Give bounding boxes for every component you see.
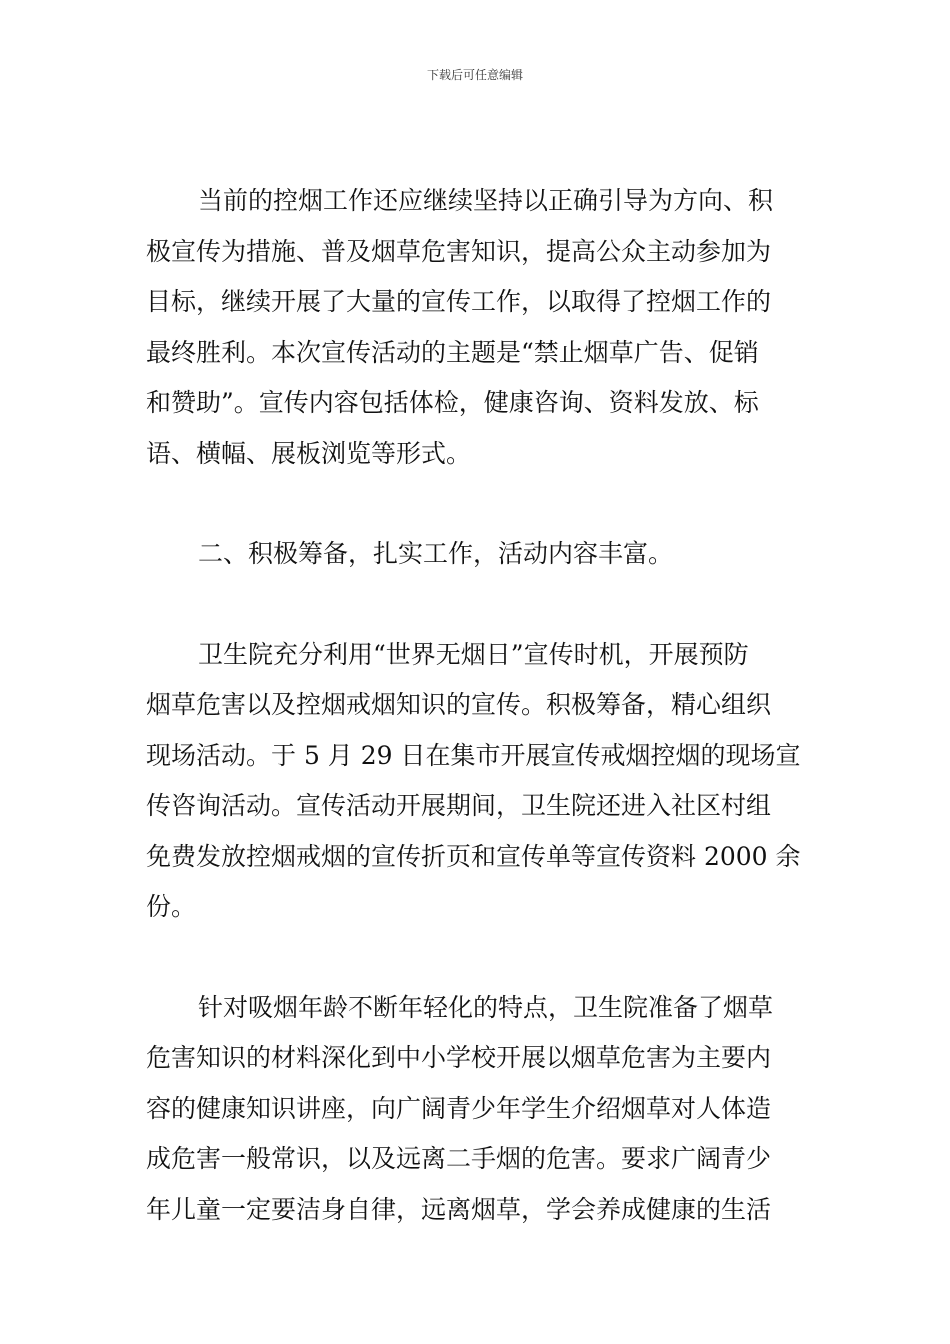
paragraph-1: 当前的控烟工作还应继续坚持以正确引导为方向、积 极宣传为措施、普及烟草危害知识，提高公众主动参加为 目标，继续开展了大量的宣传工作，以取得了控烟工作的 最终胜利。本次宣传活动的主题是“禁止烟草广告、促销 和赞助”。宣传内容包括体检，健康咨询、资料发放、标 语、横幅、展板浏览等形式。 bbox=[146, 186, 774, 468]
paragraph-gap bbox=[146, 580, 806, 630]
page-header-note: 下载后可任意编辑 bbox=[426, 68, 523, 82]
paragraph-gap bbox=[146, 479, 806, 529]
paragraph-3: 针对吸烟年龄不断年轻化的特点，卫生院准备了烟草 危害知识的材料深化到中小学校开展以烟草危害为主要内 容的健康知识讲座，向广阔青少年学生介绍烟草对人体造 成危害一般常识，以及远离二手烟的危害。要求广阔青少 年儿童一定要洁身自律，远离烟草，学会养成健康的生活 bbox=[146, 992, 774, 1224]
document-body bbox=[146, 176, 806, 1235]
paragraph-2: 卫生院充分利用“世界无烟日”宣传时机，开展预防 烟草危害以及控烟戒烟知识的宣传。积极筹备，精心组织 现场活动。于 5 月 29 日在集市开展宣传戒烟控烟的现场宣 传咨询活动。宣传活动开展期间，卫生院还进入社区村组 免费发放控烟戒烟的宣传折页和宣传单等宣传资料 2000 余 份。 bbox=[146, 639, 801, 921]
section-heading: 二、积极筹备，扎实工作，活动内容丰富。 bbox=[198, 539, 674, 568]
paragraph-gap bbox=[146, 933, 806, 983]
